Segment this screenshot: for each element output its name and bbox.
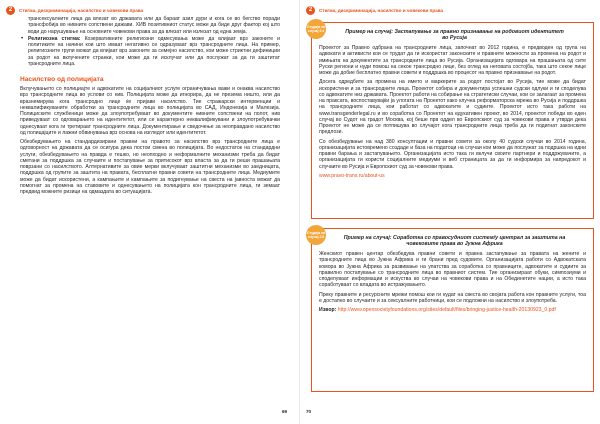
case-study-badge: Студија на случај 2.4 — [306, 19, 326, 39]
paragraph: Вклучувањето со полициајте и адвокатите на социјалниот услуге ограничувања важи и онаква насилство врз трансродните лица во услови со нив. Полицијата може да игнорира, да не презема ништо, или да вразнемирува кога трансродно лице ќе пријави насилство. Тие стражарски интервенции и неквалификуваните обработки за трансродните лица во полицијата во САД, Индонезија и Малезија. Полициските службеници може да злоупотребуваат во документите нивните сопствени на полот, нив приведуваат со одговарањето на идентитетот, или се карактерно неквалификувани и злоупотребувачки однесуваат кога ги третираат трансродните лица. Документирање и сведочење за неоправдано насилство од полицајците и лажни обвинувања врз основа на изгледот или идентитетот. — [20, 86, 280, 136]
paragraph: Досега одредбите за промена на името и маркерите за родот постојат во Русија, тие може да бидат искористени и за трансродните лица. Проектот собира и документира успешни судски одлуки и ги споделува со адвокатите низ државата. Проектот работи на собирање на стратегиски случаи, кои се залагаат за промена на праксата, воспоставувајќи ја улогата на Проектот како клучна реформаторска мрежа во Русија и поддршка на трансродните лица, кои работат со адвокатите и судиите. Проектот исто така работи на www.transgenderlegal.ru и во соработка со Проектот на едукативен проект, во 2014, проектот победи во еден случај во Судот на градот Москва, кој беше прв оддел во Европскиот суд за човекови права и утврди дека Проектот не може да се потпишува во случајот кога трансродните лица треба да ги подигнат законските предлози. — [319, 79, 586, 136]
case-study-box-russia — [307, 22, 594, 219]
case-study-body — [319, 251, 586, 313]
case-study-box-south-africa — [307, 228, 594, 392]
right-page — [300, 0, 600, 424]
bullet-lead: Религиозна стигма: — [28, 35, 81, 42]
case-study-title: Пример на случај: Застапување за правно признавање на родовиот идентитет во Русија — [345, 29, 564, 42]
paragraph: Преку правните и ресурсните мрежи помош кои ги нудат на свеста во својата работа кон правните услуги, тоа е достапно во случаите и за сексуалните работници, кои се подложни на насилство и злоупотреба. — [319, 291, 586, 304]
source-link[interactable]: www.pravo-trans.ru/about-us — [319, 172, 385, 179]
page-number-right: 70 — [306, 409, 312, 414]
chapter-number-badge: 2 — [6, 6, 15, 15]
running-header-right — [306, 5, 443, 15]
paragraph: Проектот за Правно одбрана на трансродните лица, започнат во 2012 година, е предводен од група на адвокати и активисти кои се трудат да ги искористат законските и правните можности за промена на родот и имињата на документите за трансродните лица во Русија. Организацијата одговара на прашањата од сите Руски региони и нуди помош на секое трансродно лице, без оглед на неговата состојба, така што секое лице може да добие бесплатно правни совети и поддршка во процесот на правно признавање на родот. — [319, 45, 586, 76]
chapter-number-badge: 2 — [306, 6, 315, 15]
case-study-title: Пример на случај: Соработка со правосудниот систем/у централ за заштита на човековите права во Јужна Африка — [343, 235, 566, 248]
running-title: Стигма, дискриминација, насилство и човекови права — [19, 7, 144, 13]
running-header-left — [6, 5, 143, 15]
bullet-text: Козервативните религиозни одмесувања може да влијаат врз законите и политиките на начини кои што имаат негативно се одразуваат врз трансродните лица. На пример, религиозните групи можат да влијаат врз законите за семејно насилство, кои може стриктни дефиниции за родот на вклучените странки, кои може да ги исклучат или да послужат за да ги заштитат трансродните лица. — [28, 35, 281, 67]
left-body — [20, 16, 280, 195]
paragraph: Женскиот правен центар обезбедува правни совети и правна застапување за правата на жените и трансродните лица во Јужна Африка и ги брани пред судовите. Организацијата работи со Адвокатската комора во Јужна Африка за развивање на упатства за соработка со правниците, адвокатите и судиите за правилно постапување со трансродните лица во правниот систем. Тие организираат обуки, симпозиуми и споделуваат информации и искуства во случаи на човекови права и на Обединетите нации, а исто така соработуваат со владата во истражувањето. — [319, 251, 586, 289]
section-title: Насилство од полицијата — [20, 76, 104, 83]
case-study-body — [319, 45, 586, 179]
bullet-religious-stigma — [20, 36, 280, 67]
paragraph: Со обезбедување на над 380 консултации и правни совети за околу 40 судски случаи во 2014 година, организацијата истовремено создаде и база на податоци на случаи кои може да послужат за подршка на идни правни барања и застапувањето. Организацијата исто така ги вклучи своите партнери и поддржувачите, а организацијата ги користи социјалните медиуми и веб страницата за да ги информира за напредокот и случаите во Русија и Европскиот суд за човекови права. — [319, 138, 586, 170]
case-study-badge: Студија на случај 2.5 — [306, 225, 326, 245]
running-title: Стигма, дискриминација, насилство и човекови права — [319, 7, 444, 13]
source-label: Извор: — [319, 307, 337, 313]
source-link[interactable]: http://www.opensocietyfoundations.org/sites/default/files/bringing-justice-health-20130923_0.pdf — [337, 307, 556, 313]
paragraph: Обезбедувањето на стандардизирани правни на правото за насилство врз трансродните лица е одговорност на државата да се осигура дека постои сменa во полицијата. Во недостаток на стандардни услуги, обезбедувањето на правда е тешко, но неопходно и неформалните механизми треба да бидат сметани за поддршка за случаите и постапување за притисокот врз властa за да ги реши прашањата поврзани со насилството. Алтернативите за овие мерки вклучуваат заштитни механизми во заедницата, поддршка од групите за заштита на правата, бесплатни правни совети на трансродните лица. Медиумите може да бидат искористени, а кампањите и кампањите за подигнување на свеста на јавноста можат да помогнат за промена на ставовите и однесувањето на полицијата кон трансродните лица, ги земаат предвид можните ризици на одмаздата во ситуацијата. — [20, 139, 280, 195]
paragraph: трансексуалните лица да влезат во државата или да бараат азил дури и кога се во бегство поради трансфобија во нивните сопствени дажави. ХИВ позитивниот статус може да биде друг фактор кој што води до нарушување на основните човекови права за да влезат или излезат од една земја. — [28, 16, 280, 35]
page-number-left: 69 — [282, 409, 288, 414]
source-line — [319, 307, 586, 313]
